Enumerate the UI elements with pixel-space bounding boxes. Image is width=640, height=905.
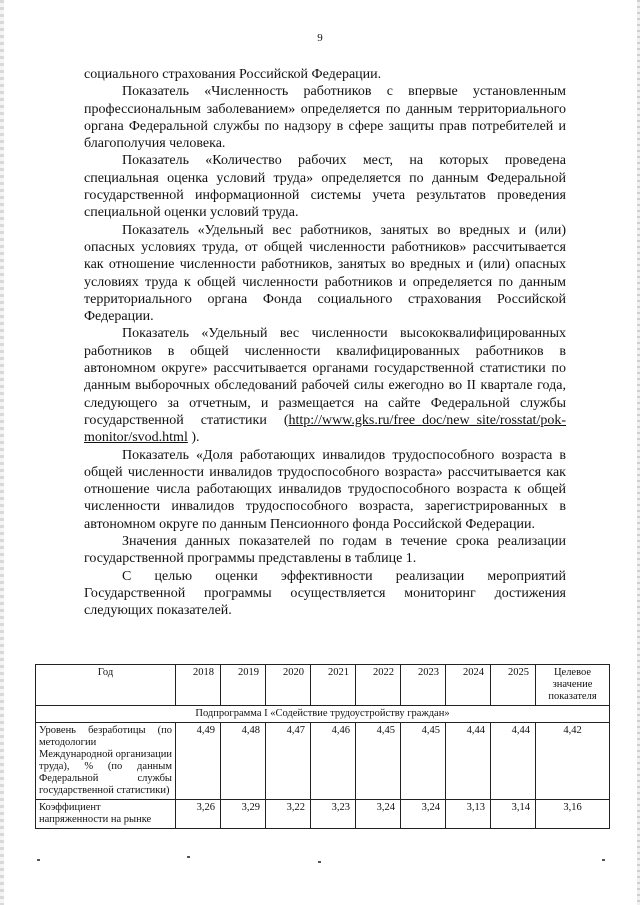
paragraph-occupational-disease: Показатель «Численность работников с впервые установленным профессиональным заболеванием» определяется по данным территориального органа Федеральной службы по надзору в сфере защиты прав потребителей и благополучия человека. — [84, 84, 566, 152]
scan-dot — [37, 859, 40, 861]
subprogram-title: Подпрограмма I «Содействие трудоустройству граждан» — [36, 706, 610, 723]
table-cell: 3,24 — [401, 800, 446, 829]
row-label-tension-coefficient: Коэффициент напряженности на рынке — [36, 800, 176, 829]
table-cell: 4,44 — [446, 723, 491, 800]
header-year-2021: 2021 — [311, 665, 356, 706]
table-row — [36, 723, 610, 800]
header-target-value: Целевое значение показателя — [536, 665, 610, 706]
rosstat-link[interactable]: http://www.gks.ru/free_doc/new_site/rosstat/pok-monitor/svod.html — [84, 412, 566, 446]
paragraph-social-insurance: социального страхования Российской Федерации. — [84, 67, 382, 82]
header-year-2022: 2022 — [356, 665, 401, 706]
paragraph-workplace-assessment: Показатель «Количество рабочих мест, на которых проведена специальная оценка условий труда» определяется по данным Федеральной государственной информационной системы учета результатов проведения специальной оценки условий труда. — [84, 153, 566, 221]
table-cell: 3,29 — [221, 800, 266, 829]
indicators-table — [35, 664, 610, 829]
scan-artifacts — [0, 856, 640, 866]
table-cell: 4,49 — [176, 723, 221, 800]
scan-dot — [187, 856, 190, 858]
header-year-2019: 2019 — [221, 665, 266, 706]
link-close-paren: ). — [187, 430, 200, 446]
table-cell: 3,14 — [491, 800, 536, 829]
scan-dot — [318, 861, 321, 863]
header-year-2024: 2024 — [446, 665, 491, 706]
paragraph-hazardous-conditions: Показатель «Удельный вес работников, занятых во вредных и (или) опасных условиях труда, от общей численности работников» рассчитывается как отношение численности работников, занятых во вредных и (или) опасных условиях труда к общей численности работников и определяется по данным территориального органа Фонда социального страхования Российской Федерации. — [84, 222, 566, 325]
paragraph-disabled-workers: Показатель «Доля работающих инвалидов трудоспособного возраста в общей численности инвалидов трудоспособного возраста» рассчитывается как отношение числа работающих инвалидов трудоспособного возраста к общей численности инвалидов трудоспособного возраста, зарегистрированных в автономном округе по данным Пенсионного фонда Российской Федерации. — [84, 447, 566, 532]
header-year-2023: 2023 — [401, 665, 446, 706]
header-year-2025: 2025 — [491, 665, 536, 706]
table-cell: 3,23 — [311, 800, 356, 829]
table-cell: 4,45 — [356, 723, 401, 800]
table-cell: 3,24 — [356, 800, 401, 829]
target-cell: 3,16 — [536, 800, 610, 829]
table-cell: 4,47 — [266, 723, 311, 800]
table-cell: 3,22 — [266, 800, 311, 829]
indicators-table-wrap — [35, 664, 609, 829]
subprogram-row — [36, 706, 610, 723]
target-cell: 4,42 — [536, 723, 610, 800]
paragraph-monitoring: С целью оценки эффективности реализации мероприятий Государственной программы осуществляется мониторинг достижения следующих показателей. — [84, 568, 566, 619]
header-year-2020: 2020 — [266, 665, 311, 706]
body-text — [84, 66, 566, 620]
table-cell: 3,13 — [446, 800, 491, 829]
page-number: 9 — [317, 32, 323, 44]
scan-edge-left — [0, 0, 4, 905]
table-cell: 4,46 — [311, 723, 356, 800]
table-cell: 4,45 — [401, 723, 446, 800]
table-cell: 4,44 — [491, 723, 536, 800]
table-cell: 4,48 — [221, 723, 266, 800]
table-cell: 3,26 — [176, 800, 221, 829]
paragraph-high-qualified-workers — [84, 325, 566, 446]
header-year: Год — [36, 665, 176, 706]
paragraph-values-by-year: Значения данных показателей по годам в течение срока реализации государственной программы представлены в таблице 1. — [84, 534, 566, 567]
paragraph-high-qualified-text: Показатель «Удельный вес численности высококвалифицированных работников в общей численности квалифицированных работников в автономном округе» рассчитывается органами государственной статистики по данным выборочных обследований рабочей силы ежегодно во II квартале года, следующего за отчетным, и размещается на сайте Федеральной службы государственной статистики — [84, 326, 566, 428]
scan-dot — [602, 859, 605, 861]
table-row — [36, 800, 610, 829]
table-header-row — [36, 665, 610, 706]
header-year-2018: 2018 — [176, 665, 221, 706]
link-open-paren: ( — [283, 412, 289, 428]
row-label-unemployment: Уровень безработицы (по методологии Международной организации труда), % (по данным Федеральной службы государственной статистики) — [36, 723, 176, 800]
